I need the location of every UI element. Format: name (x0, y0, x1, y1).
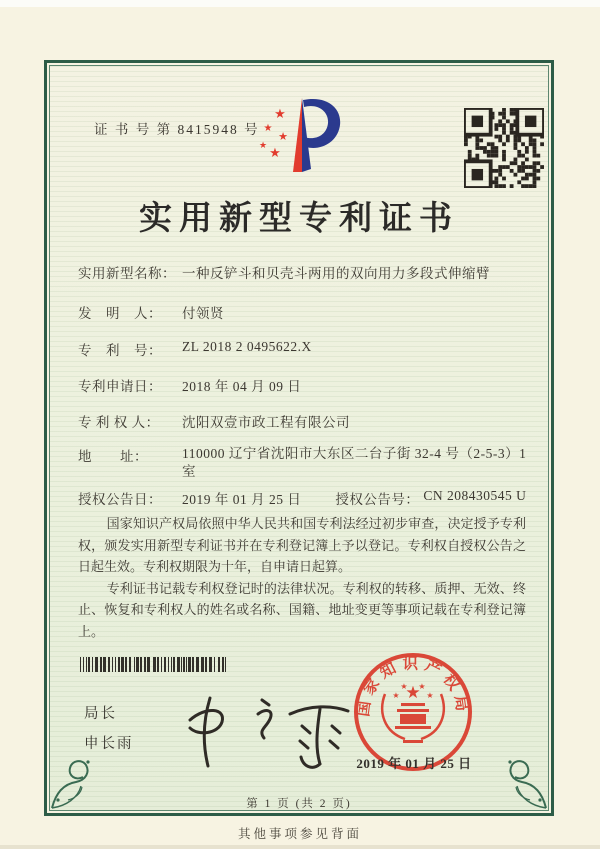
field-patentee (78, 411, 530, 431)
field-application-date (78, 375, 530, 395)
field-label: 发 明 人： (78, 306, 162, 321)
svg-text:★: ★ (274, 106, 286, 121)
barcode (80, 657, 228, 672)
national-emblem (382, 682, 444, 743)
grant-date: 2019 年 01 月 25 日 (182, 492, 302, 507)
certificate-body (49, 65, 549, 811)
svg-text:★: ★ (400, 682, 408, 691)
field-grant-announcement (78, 488, 530, 508)
field-label: 专 利 号： (78, 343, 162, 358)
field-address (78, 445, 530, 481)
svg-text:★: ★ (269, 145, 281, 160)
notice-paragraph-2: 专利证书记载专利权登记时的法律状况。专利权的转移、质押、无效、终止、恢复和专利权人的姓名或名称、国籍、地址变更等事项记载在专利登记簿上。 (78, 580, 526, 639)
signer-title: 局长 (84, 706, 117, 722)
field-patent-number (78, 339, 530, 359)
legal-notice (78, 513, 526, 642)
svg-text:★: ★ (392, 691, 400, 700)
certificate-number: 证 书 号 第 8415948 号 (94, 122, 260, 137)
field-value: 110000 辽宁省沈阳市大东区二台子街 32-4 号（2-5-3）1 室 (182, 446, 527, 479)
svg-text:★: ★ (278, 131, 288, 143)
svg-text:★: ★ (263, 123, 273, 134)
cnipa-patent-logo-icon (256, 94, 348, 182)
signer-block (84, 702, 134, 753)
field-value: 沈阳双壹市政工程有限公司 (182, 415, 350, 430)
svg-text:★: ★ (258, 140, 268, 150)
corner-flourish-icon (48, 748, 112, 812)
field-utility-model-name (78, 262, 530, 282)
certificate-border (44, 60, 554, 816)
field-label: 实用新型名称： (78, 266, 176, 281)
qr-code (464, 108, 544, 188)
field-value: ZL 2018 2 0495622.X (182, 339, 312, 354)
certificate-title: 实用新型专利证书 (139, 201, 459, 237)
field-value: 一种反铲斗和贝壳斗两用的双向用力多段式伸缩臂 (182, 266, 490, 281)
field-value: 2018 年 04 月 09 日 (182, 379, 302, 394)
svg-text:★: ★ (426, 691, 434, 700)
field-label: 专 利 权 人： (78, 415, 160, 430)
field-inventor (78, 302, 530, 322)
back-side-note: 其他事项参见背面 (237, 827, 362, 841)
seal-date: 2019 年 01 月 25 日 (356, 756, 472, 771)
field-label: 授权公告号： (335, 492, 420, 507)
photo-edge (0, 0, 600, 7)
field-label: 专利申请日： (78, 379, 162, 394)
field-label: 地 址： (78, 449, 148, 464)
seal-org-text: 国家知识产权局 (355, 655, 471, 718)
svg-text:★: ★ (405, 683, 421, 702)
notice-paragraph-1: 国家知识产权局依照中华人民共和国专利法经过初步审查，决定授予专利权，颁发实用新型专利证书并在专利登记簿上予以登记。专利权自授权公告之日起生效。专利权期限为十年，自申请日起算。 (78, 516, 526, 574)
photo-edge (0, 845, 600, 849)
grant-number: CN 208430545 U (423, 488, 527, 503)
page-number: 第 1 页 (共 2 页) (246, 798, 352, 810)
handwritten-signature-icon (162, 684, 362, 772)
signer-name: 申长雨 (84, 736, 134, 752)
corner-flourish-icon (486, 748, 550, 812)
svg-text:★: ★ (418, 682, 426, 691)
field-value: 付领贤 (182, 306, 224, 321)
field-label: 授权公告日： (78, 492, 162, 507)
